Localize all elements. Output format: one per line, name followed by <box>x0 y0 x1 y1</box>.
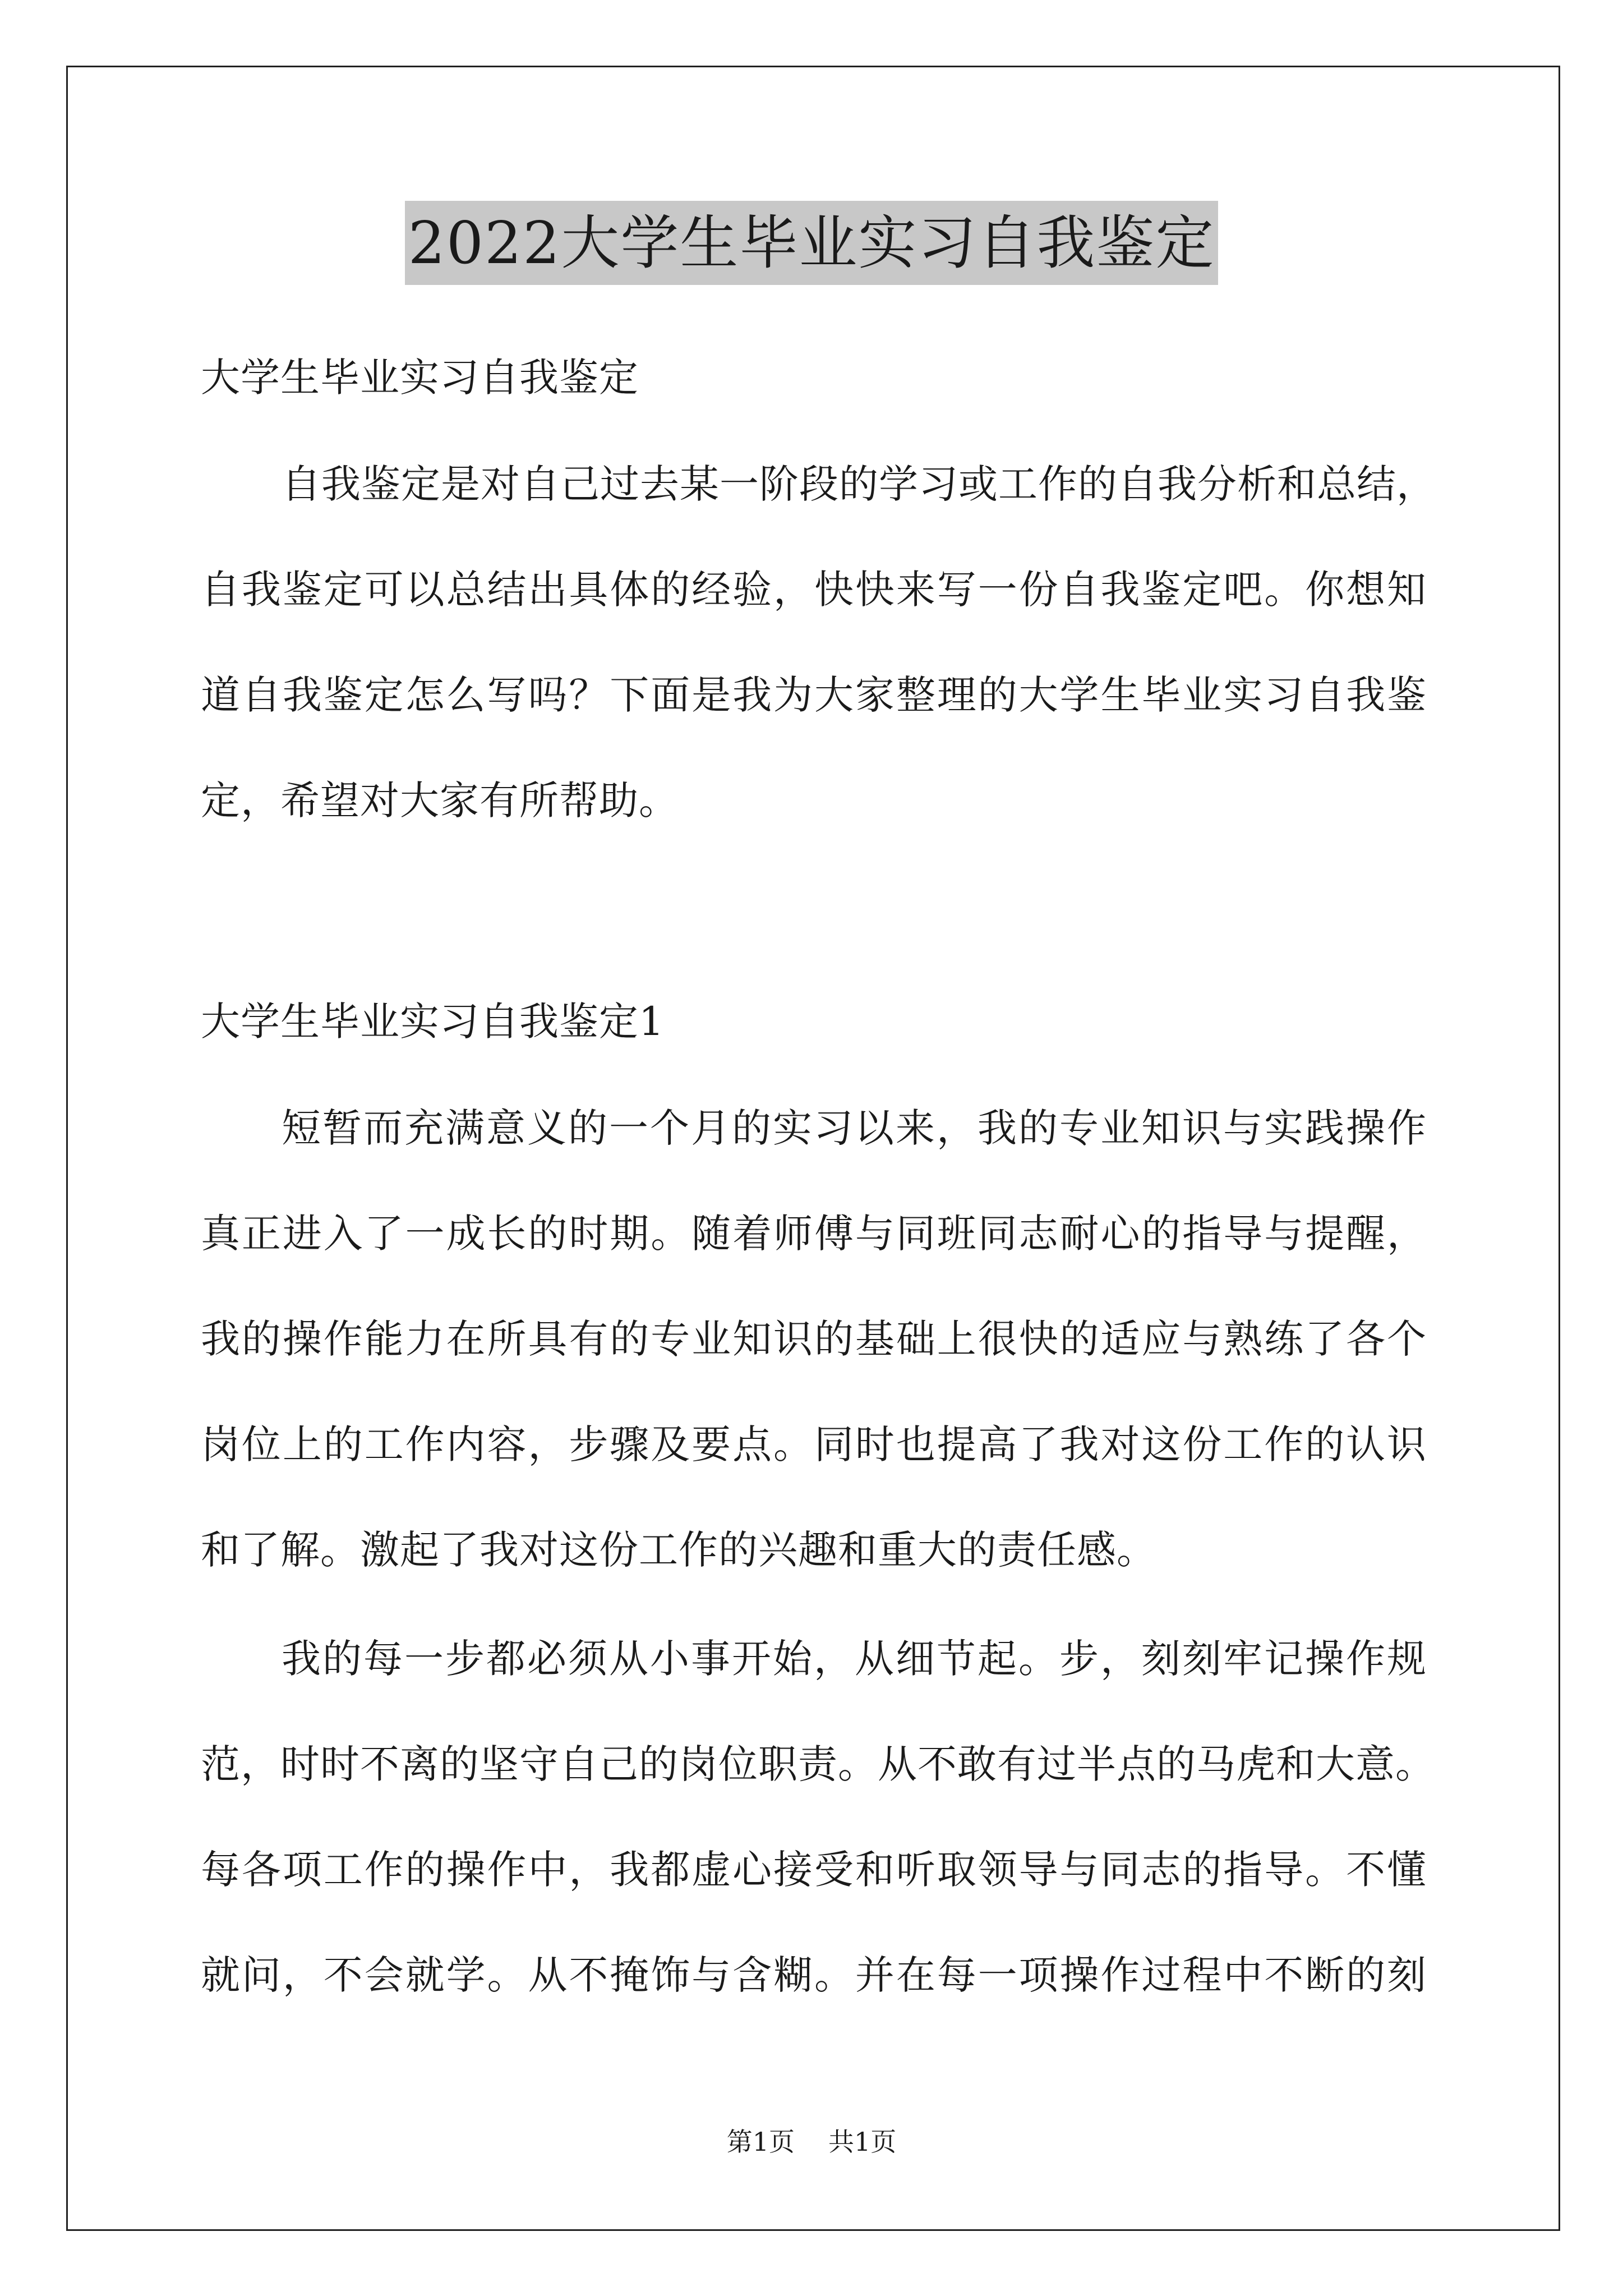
section-heading: 大学生毕业实习自我鉴定1 <box>201 999 665 1045</box>
paragraph-line: 范，时时不离的坚守自己的岗位职责。从不敢有过半点的马虎和大意。 <box>201 1741 1435 1787</box>
section-heading: 大学生毕业实习自我鉴定 <box>201 355 639 401</box>
paragraph-line: 道自我鉴定怎么写吗？下面是我为大家整理的大学生毕业实习自我鉴 <box>201 672 1427 718</box>
paragraph-line: 每各项工作的操作中，我都虚心接受和听取领导与同志的指导。不懂 <box>201 1847 1427 1893</box>
paragraph-line: 真正进入了一成长的时期。随着师傅与同班同志耐心的指导与提醒， <box>201 1211 1427 1257</box>
paragraph-line: 我的每一步都必须从小事开始，从细节起。步，刻刻牢记操作规 <box>282 1636 1427 1682</box>
paragraph-line: 自我鉴定是对自己过去某一阶段的学习或工作的自我分析和总结， <box>282 461 1436 507</box>
page-number-total: 共1页 <box>828 2127 897 2157</box>
document-title: 2022大学生毕业实习自我鉴定 <box>405 201 1219 285</box>
paragraph-line: 和了解。激起了我对这份工作的兴趣和重大的责任感。 <box>201 1527 1156 1573</box>
paragraph-line: 短暂而充满意义的一个月的实习以来，我的专业知识与实践操作 <box>282 1105 1427 1151</box>
title-container <box>0 201 1623 285</box>
paragraph-line: 自我鉴定可以总结出具体的经验，快快来写一份自我鉴定吧。你想知 <box>201 567 1427 613</box>
paragraph-line: 就问，不会就学。从不掩饰与含糊。并在每一项操作过程中不断的刻 <box>201 1952 1427 1998</box>
page-number-current: 第1页 <box>726 2127 795 2157</box>
paragraph-line: 我的操作能力在所具有的专业知识的基础上很快的适应与熟练了各个 <box>201 1316 1427 1362</box>
page-footer <box>0 2125 1623 2159</box>
paragraph-line: 定，希望对大家有所帮助。 <box>201 777 679 823</box>
paragraph-line: 岗位上的工作内容，步骤及要点。同时也提高了我对这份工作的认识 <box>201 1421 1427 1467</box>
